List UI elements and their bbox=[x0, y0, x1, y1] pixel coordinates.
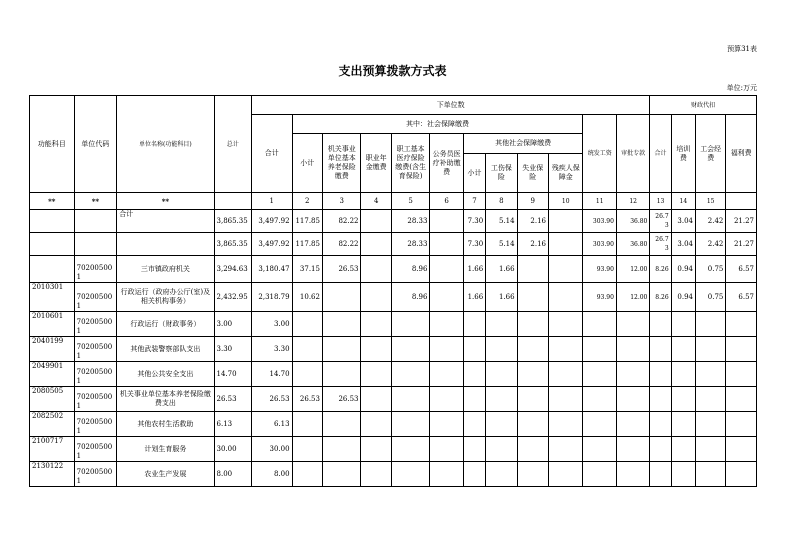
value-cell: 2,432.95 bbox=[214, 283, 252, 312]
value-cell bbox=[292, 462, 322, 487]
value-cell: 82.22 bbox=[322, 210, 361, 233]
value-cell bbox=[616, 437, 649, 462]
col-number: 13 bbox=[650, 193, 671, 210]
table-row bbox=[30, 437, 757, 462]
value-cell: 7.30 bbox=[463, 210, 485, 233]
value-cell: 1.66 bbox=[463, 283, 485, 312]
unit-name-cell: 其他公共安全支出 bbox=[117, 362, 214, 387]
value-cell bbox=[430, 412, 463, 437]
value-cell: 26.53 bbox=[322, 387, 361, 412]
value-cell bbox=[391, 387, 430, 412]
value-cell: 3,180.47 bbox=[252, 256, 293, 283]
value-cell bbox=[583, 412, 616, 437]
value-cell bbox=[292, 437, 322, 462]
col-number: 15 bbox=[695, 193, 725, 210]
value-cell bbox=[517, 387, 548, 412]
value-cell: 26.73 bbox=[650, 233, 671, 256]
value-cell: 2.42 bbox=[695, 210, 725, 233]
value-cell bbox=[517, 312, 548, 337]
col-number: 10 bbox=[549, 193, 583, 210]
value-cell: 14.70 bbox=[252, 362, 293, 387]
value-cell bbox=[486, 312, 517, 337]
value-cell bbox=[486, 462, 517, 487]
col-number: 6 bbox=[430, 193, 463, 210]
value-cell bbox=[726, 462, 757, 487]
value-cell bbox=[616, 462, 649, 487]
value-cell bbox=[726, 412, 757, 437]
form-number: 预算31表 bbox=[727, 45, 757, 53]
value-cell bbox=[583, 362, 616, 387]
value-cell bbox=[549, 312, 583, 337]
value-cell bbox=[463, 412, 485, 437]
value-cell bbox=[695, 362, 725, 387]
value-cell bbox=[616, 312, 649, 337]
header-pension: 机关事业单位基本养老保险缴费 bbox=[322, 134, 361, 193]
value-cell: 0.75 bbox=[695, 256, 725, 283]
value-cell: 3,865.35 bbox=[214, 210, 252, 233]
value-cell: 0.75 bbox=[695, 283, 725, 312]
table-row bbox=[30, 362, 757, 387]
value-cell: 26.53 bbox=[322, 256, 361, 283]
value-cell: 7.30 bbox=[463, 233, 485, 256]
col-number: 5 bbox=[391, 193, 430, 210]
value-cell: 6.13 bbox=[252, 412, 293, 437]
value-cell: 14.70 bbox=[214, 362, 252, 387]
col-number: 7 bbox=[463, 193, 485, 210]
value-cell: 8.26 bbox=[650, 256, 671, 283]
stars-cell: ** bbox=[30, 193, 75, 210]
value-cell: 8.96 bbox=[391, 283, 430, 312]
col-number: 2 bbox=[292, 193, 322, 210]
value-cell bbox=[671, 387, 695, 412]
value-cell: 1.66 bbox=[463, 256, 485, 283]
value-cell bbox=[486, 437, 517, 462]
value-cell bbox=[726, 362, 757, 387]
unit-name-cell: 其他武装警察部队支出 bbox=[117, 337, 214, 362]
value-cell: 5.14 bbox=[486, 210, 517, 233]
value-cell: 6.13 bbox=[214, 412, 252, 437]
value-cell: 30.00 bbox=[252, 437, 293, 462]
value-cell bbox=[671, 412, 695, 437]
value-cell bbox=[391, 312, 430, 337]
unit-code-cell: 702005001 bbox=[74, 337, 117, 362]
value-cell bbox=[549, 362, 583, 387]
table-row bbox=[30, 312, 757, 337]
value-cell: 10.62 bbox=[292, 283, 322, 312]
table-row bbox=[30, 210, 757, 233]
value-cell bbox=[549, 387, 583, 412]
value-cell bbox=[361, 283, 391, 312]
header-fiscal-agency: 财政代扣 bbox=[650, 96, 757, 115]
value-cell bbox=[650, 437, 671, 462]
value-cell bbox=[517, 256, 548, 283]
value-cell bbox=[430, 337, 463, 362]
func-code-cell: 2082502 bbox=[30, 412, 75, 437]
value-cell bbox=[463, 437, 485, 462]
value-cell bbox=[361, 312, 391, 337]
value-cell: 28.33 bbox=[391, 233, 430, 256]
table-row bbox=[30, 233, 757, 256]
col-number: 8 bbox=[486, 193, 517, 210]
unit-code-cell: 702005001 bbox=[74, 362, 117, 387]
value-cell bbox=[549, 437, 583, 462]
value-cell: 303.90 bbox=[583, 210, 616, 233]
value-cell bbox=[486, 412, 517, 437]
value-cell bbox=[430, 256, 463, 283]
value-cell bbox=[430, 437, 463, 462]
value-cell bbox=[517, 462, 548, 487]
value-cell bbox=[695, 337, 725, 362]
value-cell bbox=[517, 337, 548, 362]
value-cell: 3,497.92 bbox=[252, 233, 293, 256]
value-cell: 82.22 bbox=[322, 233, 361, 256]
value-cell bbox=[549, 462, 583, 487]
value-cell bbox=[463, 362, 485, 387]
table-row bbox=[30, 412, 757, 437]
value-cell: 21.27 bbox=[726, 233, 757, 256]
value-cell: 36.80 bbox=[616, 233, 649, 256]
header-unit-name: 单位名称(功能科目) bbox=[117, 96, 214, 193]
value-cell bbox=[671, 362, 695, 387]
value-cell: 26.53 bbox=[252, 387, 293, 412]
value-cell bbox=[361, 362, 391, 387]
value-cell bbox=[322, 312, 361, 337]
value-cell: 3,294.63 bbox=[214, 256, 252, 283]
value-cell: 117.85 bbox=[292, 233, 322, 256]
unit-name-cell: 其他农村生活救助 bbox=[117, 412, 214, 437]
func-code-cell: 2010601 bbox=[30, 312, 75, 337]
value-cell: 12.00 bbox=[616, 283, 649, 312]
func-code-cell bbox=[30, 210, 75, 233]
value-cell bbox=[616, 412, 649, 437]
value-cell bbox=[361, 437, 391, 462]
value-cell: 3.30 bbox=[252, 337, 293, 362]
value-cell: 5.14 bbox=[486, 233, 517, 256]
value-cell bbox=[726, 337, 757, 362]
value-cell: 3.30 bbox=[214, 337, 252, 362]
value-cell: 1.66 bbox=[486, 283, 517, 312]
value-cell bbox=[463, 337, 485, 362]
unit-code-cell: 702005001 bbox=[74, 412, 117, 437]
header-func-code: 功能科目 bbox=[30, 96, 75, 193]
value-cell: 2.42 bbox=[695, 233, 725, 256]
value-cell bbox=[361, 233, 391, 256]
table-row bbox=[30, 387, 757, 412]
value-cell bbox=[292, 337, 322, 362]
value-cell bbox=[671, 312, 695, 337]
value-cell: 93.90 bbox=[583, 256, 616, 283]
value-cell: 6.57 bbox=[726, 256, 757, 283]
table-row bbox=[30, 256, 757, 283]
value-cell bbox=[616, 387, 649, 412]
unit-label: 单位:万元 bbox=[726, 84, 757, 92]
header-subtotal: 合计 bbox=[252, 115, 293, 193]
func-code-cell: 2080505 bbox=[30, 387, 75, 412]
header-medical: 职工基本医疗保险缴费(含生育保险) bbox=[391, 134, 430, 193]
unit-code-cell bbox=[74, 210, 117, 233]
header-wage: 统发工资 bbox=[583, 115, 616, 193]
header-civil-medical: 公务员医疗补助缴费 bbox=[430, 134, 463, 193]
value-cell: 28.33 bbox=[391, 210, 430, 233]
value-cell bbox=[486, 362, 517, 387]
value-cell bbox=[549, 283, 583, 312]
value-cell: 21.27 bbox=[726, 210, 757, 233]
unit-code-cell: 702005001 bbox=[74, 462, 117, 487]
value-cell bbox=[430, 283, 463, 312]
header-ss-subtotal: 小计 bbox=[292, 134, 322, 193]
table-row bbox=[30, 462, 757, 487]
func-code-cell: 2040199 bbox=[30, 337, 75, 362]
value-cell: 0.94 bbox=[671, 256, 695, 283]
value-cell: 12.00 bbox=[616, 256, 649, 283]
value-cell: 2.16 bbox=[517, 233, 548, 256]
unit-code-cell: 702005001 bbox=[74, 437, 117, 462]
unit-code-cell: 702005001 bbox=[74, 256, 117, 283]
col-number: 4 bbox=[361, 193, 391, 210]
value-cell bbox=[517, 283, 548, 312]
value-cell bbox=[650, 337, 671, 362]
unit-code-cell: 702005001 bbox=[74, 312, 117, 337]
value-cell: 117.85 bbox=[292, 210, 322, 233]
value-cell bbox=[650, 312, 671, 337]
value-cell: 93.90 bbox=[583, 283, 616, 312]
header-injury: 工伤保险 bbox=[486, 154, 517, 193]
value-cell bbox=[650, 387, 671, 412]
value-cell bbox=[430, 210, 463, 233]
header-union: 工会经费 bbox=[695, 115, 725, 193]
value-cell bbox=[695, 312, 725, 337]
value-cell bbox=[391, 462, 430, 487]
value-cell bbox=[549, 210, 583, 233]
value-cell: 2,318.79 bbox=[252, 283, 293, 312]
value-cell bbox=[322, 283, 361, 312]
value-cell: 3.00 bbox=[252, 312, 293, 337]
value-cell: 36.80 bbox=[616, 210, 649, 233]
value-cell bbox=[726, 312, 757, 337]
header-training: 培训费 bbox=[671, 115, 695, 193]
value-cell bbox=[322, 412, 361, 437]
value-cell bbox=[517, 362, 548, 387]
value-cell bbox=[322, 462, 361, 487]
value-cell bbox=[486, 387, 517, 412]
unit-name-cell: 合计 bbox=[117, 210, 214, 233]
value-cell bbox=[292, 362, 322, 387]
value-cell bbox=[726, 387, 757, 412]
col-number: 3 bbox=[322, 193, 361, 210]
stars-cell: ** bbox=[117, 193, 214, 210]
value-cell bbox=[726, 437, 757, 462]
value-cell bbox=[322, 362, 361, 387]
value-cell bbox=[322, 337, 361, 362]
value-cell bbox=[486, 337, 517, 362]
table-row bbox=[30, 283, 757, 312]
value-cell: 8.26 bbox=[650, 283, 671, 312]
col-number: 1 bbox=[252, 193, 293, 210]
value-cell: 2.16 bbox=[517, 210, 548, 233]
value-cell bbox=[361, 412, 391, 437]
col-number-empty bbox=[726, 193, 757, 210]
value-cell: 3,497.92 bbox=[252, 210, 293, 233]
value-cell: 3,865.35 bbox=[214, 233, 252, 256]
unit-code-cell bbox=[74, 233, 117, 256]
value-cell bbox=[463, 462, 485, 487]
value-cell bbox=[430, 387, 463, 412]
value-cell: 26.53 bbox=[292, 387, 322, 412]
value-cell: 8.00 bbox=[252, 462, 293, 487]
value-cell bbox=[361, 387, 391, 412]
func-code-cell: 2049901 bbox=[30, 362, 75, 387]
value-cell: 3.00 bbox=[214, 312, 252, 337]
unit-name-cell: 行政运行（财政事务） bbox=[117, 312, 214, 337]
value-cell bbox=[391, 437, 430, 462]
value-cell bbox=[517, 412, 548, 437]
value-cell bbox=[695, 412, 725, 437]
value-cell bbox=[583, 437, 616, 462]
value-cell bbox=[616, 362, 649, 387]
unit-code-cell: 702005001 bbox=[74, 283, 117, 312]
value-cell bbox=[322, 437, 361, 462]
unit-code-cell: 702005001 bbox=[74, 387, 117, 412]
value-cell bbox=[430, 362, 463, 387]
value-cell: 26.53 bbox=[214, 387, 252, 412]
stars-cell: ** bbox=[74, 193, 117, 210]
value-cell bbox=[671, 337, 695, 362]
header-other-social: 其他社会保障缴费 bbox=[463, 134, 583, 154]
value-cell bbox=[391, 337, 430, 362]
value-cell bbox=[583, 312, 616, 337]
value-cell: 3.04 bbox=[671, 233, 695, 256]
value-cell bbox=[549, 412, 583, 437]
value-cell: 8.00 bbox=[214, 462, 252, 487]
value-cell bbox=[463, 387, 485, 412]
value-cell bbox=[583, 387, 616, 412]
value-cell bbox=[549, 233, 583, 256]
value-cell bbox=[463, 312, 485, 337]
value-cell bbox=[583, 337, 616, 362]
table-row bbox=[30, 337, 757, 362]
func-code-cell: 2130122 bbox=[30, 462, 75, 487]
col-number: 9 bbox=[517, 193, 548, 210]
func-code-cell bbox=[30, 256, 75, 283]
header-fa-subtotal: 合计 bbox=[650, 115, 671, 193]
value-cell: 1.66 bbox=[486, 256, 517, 283]
value-cell bbox=[650, 362, 671, 387]
header-lower-grant: 下单位数 bbox=[252, 96, 650, 115]
header-disability: 残疾人保障金 bbox=[549, 154, 583, 193]
value-cell bbox=[549, 337, 583, 362]
func-code-cell bbox=[30, 233, 75, 256]
value-cell bbox=[650, 412, 671, 437]
value-cell bbox=[391, 412, 430, 437]
value-cell bbox=[292, 312, 322, 337]
value-cell bbox=[695, 437, 725, 462]
col-number: 11 bbox=[583, 193, 616, 210]
value-cell bbox=[292, 412, 322, 437]
col-number: 14 bbox=[671, 193, 695, 210]
header-welfare: 福利费 bbox=[726, 115, 757, 193]
header-annuity: 职业年金缴费 bbox=[361, 134, 391, 193]
value-cell: 37.15 bbox=[292, 256, 322, 283]
value-cell bbox=[695, 462, 725, 487]
value-cell: 8.96 bbox=[391, 256, 430, 283]
col-number-empty bbox=[214, 193, 252, 210]
value-cell bbox=[671, 437, 695, 462]
value-cell bbox=[583, 462, 616, 487]
value-cell bbox=[391, 362, 430, 387]
value-cell: 30.00 bbox=[214, 437, 252, 462]
value-cell bbox=[361, 337, 391, 362]
header-social-security: 其中：社会保障缴费 bbox=[292, 115, 583, 134]
value-cell: 6.57 bbox=[726, 283, 757, 312]
value-cell: 303.90 bbox=[583, 233, 616, 256]
value-cell bbox=[695, 387, 725, 412]
value-cell bbox=[430, 233, 463, 256]
value-cell bbox=[517, 437, 548, 462]
header-special: 审批专款 bbox=[616, 115, 649, 193]
value-cell bbox=[361, 256, 391, 283]
header-unemployment: 失业保险 bbox=[517, 154, 548, 193]
value-cell: 26.73 bbox=[650, 210, 671, 233]
value-cell: 0.94 bbox=[671, 283, 695, 312]
func-code-cell: 2010301 bbox=[30, 283, 75, 312]
unit-name-cell: 行政运行（政府办公厅(室)及相关机构事务） bbox=[117, 283, 214, 312]
value-cell bbox=[430, 462, 463, 487]
value-cell bbox=[430, 312, 463, 337]
header-unit-code: 单位代码 bbox=[74, 96, 117, 193]
col-number: 12 bbox=[616, 193, 649, 210]
func-code-cell: 2100717 bbox=[30, 437, 75, 462]
value-cell bbox=[361, 210, 391, 233]
header-other-subtotal: 小计 bbox=[463, 154, 485, 193]
value-cell bbox=[650, 462, 671, 487]
unit-name-cell: 农业生产发展 bbox=[117, 462, 214, 487]
value-cell: 3.04 bbox=[671, 210, 695, 233]
unit-name-cell bbox=[117, 233, 214, 256]
budget-table bbox=[29, 95, 757, 487]
header-total: 总计 bbox=[214, 96, 252, 193]
value-cell bbox=[671, 462, 695, 487]
unit-name-cell: 三市镇政府机关 bbox=[117, 256, 214, 283]
value-cell bbox=[616, 337, 649, 362]
unit-name-cell: 机关事业单位基本养老保险缴费支出 bbox=[117, 387, 214, 412]
unit-name-cell: 计划生育服务 bbox=[117, 437, 214, 462]
value-cell bbox=[361, 462, 391, 487]
value-cell bbox=[549, 256, 583, 283]
page-title: 支出预算拨款方式表 bbox=[338, 64, 447, 78]
